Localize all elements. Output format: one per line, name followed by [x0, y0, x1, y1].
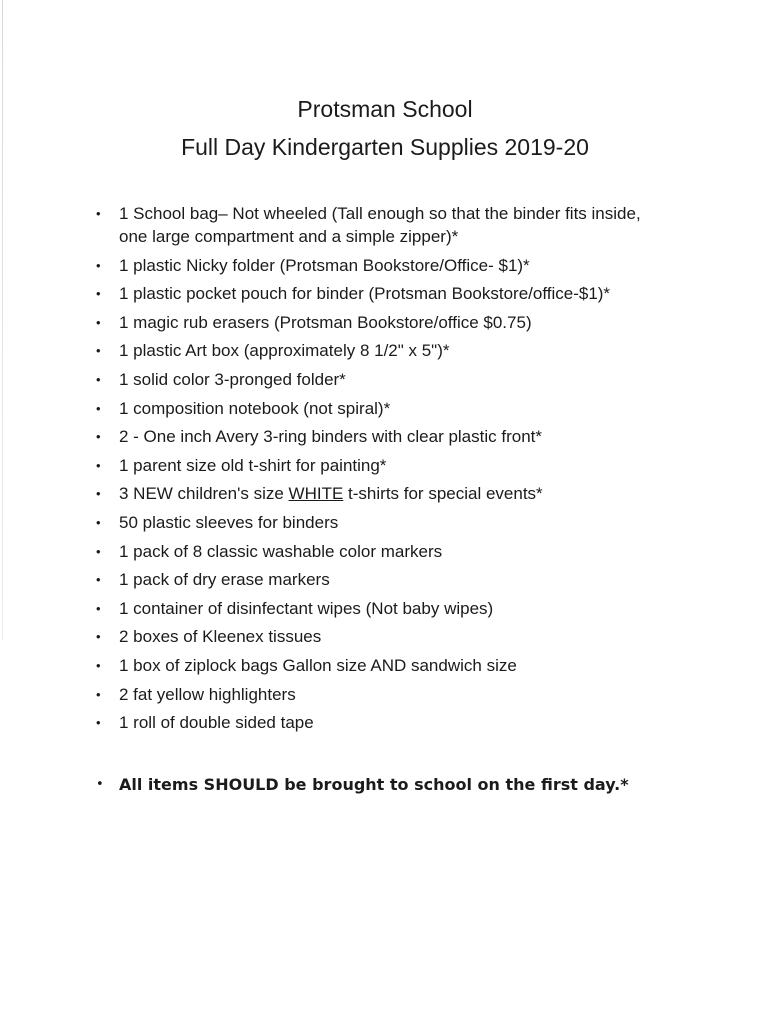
item-text: 50 plastic sleeves for binders: [119, 512, 339, 532]
bullet-icon: •: [96, 572, 101, 588]
list-item: [0, 683, 700, 706]
bullet-icon: •: [96, 257, 101, 273]
list-item: [0, 202, 700, 248]
document-header: [0, 92, 770, 164]
bullet-icon: •: [96, 600, 101, 616]
bullet-icon: •: [96, 314, 101, 330]
list-item: [0, 397, 700, 420]
bullet-icon: •: [96, 543, 101, 559]
item-text: 1 box of ziplock bags Gallon size AND sandwich size: [119, 655, 517, 675]
item-text: 1 pack of dry erase markers: [119, 570, 330, 590]
list-item: [0, 482, 700, 505]
item-text: 1 roll of double sided tape: [119, 713, 314, 733]
item-text-start: 3 NEW children's size: [119, 484, 289, 504]
item-text: 1 plastic pocket pouch for binder (Protsman Bookstore/office-$1)*: [119, 284, 611, 304]
list-item: [0, 568, 700, 591]
item-text: 1 plastic Nicky folder (Protsman Bookstore/Office- $1)*: [119, 255, 530, 275]
bullet-icon: •: [96, 457, 101, 473]
bullet-icon: •: [96, 371, 101, 387]
bullet-icon: •: [96, 429, 101, 445]
list-item: [0, 282, 700, 305]
list-title: Full Day Kindergarten Supplies 2019-20: [181, 134, 589, 160]
item-text: 1 magic rub erasers (Protsman Bookstore/office $0.75): [119, 312, 532, 332]
final-note-text: All items SHOULD be brought to school on the first day.*: [119, 775, 629, 794]
item-text: 1 container of disinfectant wipes (Not baby wipes): [119, 598, 494, 618]
item-text: [119, 482, 543, 505]
list-item: [0, 511, 700, 534]
bullet-icon: •: [96, 343, 101, 359]
item-text: 2 - One inch Avery 3-ring binders with clear plastic front*: [119, 427, 542, 447]
final-note: [0, 773, 700, 797]
item-text: 1 solid color 3-pronged folder*: [119, 369, 346, 389]
bullet-icon: •: [96, 777, 104, 792]
list-item: [0, 425, 700, 448]
list-item: [0, 654, 700, 677]
bullet-icon: •: [96, 686, 101, 702]
school-name: Protsman School: [297, 96, 473, 122]
list-item: [0, 368, 700, 391]
bullet-icon: •: [96, 486, 101, 502]
item-text: 1 pack of 8 classic washable color markers: [119, 541, 443, 561]
item-text: 1 plastic Art box (approximately 8 1/2" x 5")*: [119, 341, 450, 361]
bullet-icon: •: [96, 715, 101, 731]
item-text: 2 boxes of Kleenex tissues: [119, 627, 322, 647]
bullet-icon: •: [96, 286, 101, 302]
list-item: [0, 311, 700, 334]
bullet-icon: •: [96, 400, 101, 416]
item-text: 1 composition notebook (not spiral)*: [119, 398, 391, 418]
list-item: [0, 339, 700, 362]
list-item: [0, 711, 700, 734]
list-item: [0, 540, 700, 563]
bullet-icon: •: [96, 629, 101, 645]
list-item: [0, 454, 700, 477]
underlined-emphasis: WHITE: [288, 484, 344, 504]
bullet-icon: •: [96, 514, 101, 530]
item-text-end: t-shirts for special events*: [343, 484, 543, 504]
item-text: 1 School bag– Not wheeled (Tall enough so that the binder fits inside, one large compartment and a simple zipper)*: [119, 204, 641, 246]
list-item: [0, 254, 700, 277]
bullet-icon: •: [96, 657, 101, 673]
item-text: 1 parent size old t-shirt for painting*: [119, 455, 387, 475]
bullet-icon: •: [96, 206, 101, 221]
list-item: [0, 625, 700, 648]
list-item: [0, 597, 700, 620]
supply-list: [0, 202, 700, 740]
item-text: 2 fat yellow highlighters: [119, 684, 296, 704]
